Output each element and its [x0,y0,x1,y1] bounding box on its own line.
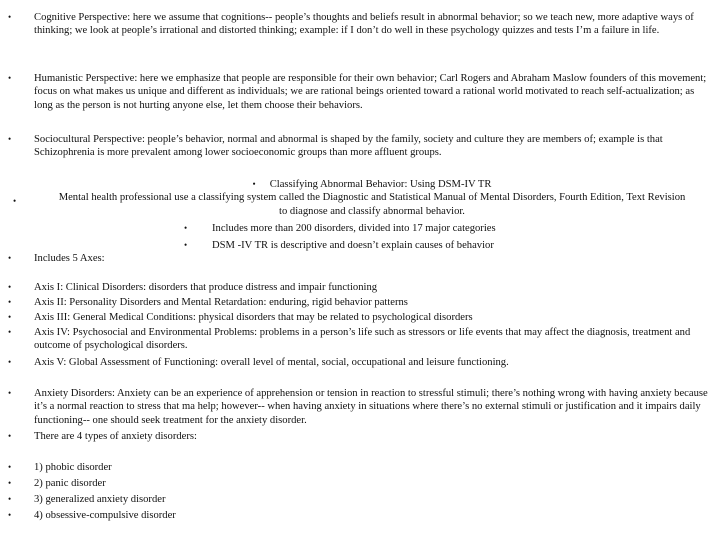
dsm-heading: Classifying Abnormal Behavior: Using DSM-IV TR [269,179,492,190]
anxiety-type: 3) generalized anxiety disorder [34,494,166,505]
bullet: • [8,297,12,307]
bullet: • [184,240,188,250]
dsm-body: Mental health professional use a classifying system called the Diagnostic and Statistical Manual of Mental Disorders, Fourth Edition, Text Revision to diagnose and classify abnormal behavior. [58,192,686,217]
bullet: • [8,327,12,337]
dsm-block [34,178,710,218]
anxiety-types-intro: There are 4 types of anxiety disorders: [34,431,197,442]
axis-text: Axis V: Global Assessment of Functioning: overall level of mental, social, occupational and leisure functioning. [34,357,509,368]
sociocultural-perspective-text: Sociocultural Perspective: people’s behavior, normal and abnormal is shaped by the family, society and culture they are members of; example is that Schizophrenia is more prevalent among lower socioeconomic groups than more affluent groups. [34,134,663,159]
bullet: • [8,494,12,504]
anxiety-type: 4) obsessive-compulsive disorder [34,510,176,521]
bullet: • [8,134,12,144]
anxiety-text: Anxiety Disorders: Anxiety can be an experience of apprehension or tension in reaction to stressful stimuli; there’s nothing wrong with having anxiety because it’s a normal reaction to stress that ma help; however-- when having anxiety in situations where there’s no external stimuli or justification and it impairs daily functioning-- one should seek treatment for the anxiety disorder. [34,388,708,426]
cognitive-perspective-text: Cognitive Perspective: here we assume that cognitions-- people’s thoughts and beliefs result in abnormal behavior; so we teach new, more adaptive ways of thinking; we look at people’s irrational and distorted thinking; example: if I don’t do well in these psychology quizzes and tests I’m a failure in life. [34,12,694,37]
bullet: • [8,388,12,398]
bullet: • [8,312,12,322]
anxiety-type: 1) phobic disorder [34,462,112,473]
bullet: • [184,223,188,233]
bullet: • [8,73,12,83]
bullet: • [8,462,12,472]
axis-text: Axis IV: Psychosocial and Environmental Problems: problems in a person’s life such as stressors or life events that may affect the diagnosis, treatment and outcome of psychological disorders. [34,327,691,352]
axis-text: Axis III: General Medical Conditions: physical disorders that may be related to psychological disorders [34,312,473,323]
dsm-heading-line [34,178,710,191]
dsm-point: DSM -IV TR is descriptive and doesn’t explain causes of behavior [212,240,494,251]
bullet: • [252,179,256,189]
anxiety-type: 2) panic disorder [34,478,106,489]
axis-text: Axis I: Clinical Disorders: disorders that produce distress and impair functioning [34,282,378,293]
bullet: • [8,478,12,488]
bullet: • [8,510,12,520]
bullet: • [8,12,12,22]
dsm-point: Includes more than 200 disorders, divided into 17 major categories [212,223,496,234]
axis-text: Axis II: Personality Disorders and Mental Retardation: enduring, rigid behavior patterns [34,297,408,308]
bullet: • [8,282,12,292]
bullet: • [8,253,12,263]
axes-intro: Includes 5 Axes: [34,253,105,264]
bullet: • [8,431,12,441]
bullet: • [13,196,17,206]
humanistic-perspective-text: Humanistic Perspective: here we emphasize that people are responsible for their own behavior; Carl Rogers and Abraham Maslow founders of this movement; focus on what makes us unique and different as individuals; we are rational beings oriented toward a rational world motivated to reach self-actualization; as long as the person is not hurting anyone else, let them choose their behaviors. [34,73,707,111]
bullet: • [8,357,12,367]
